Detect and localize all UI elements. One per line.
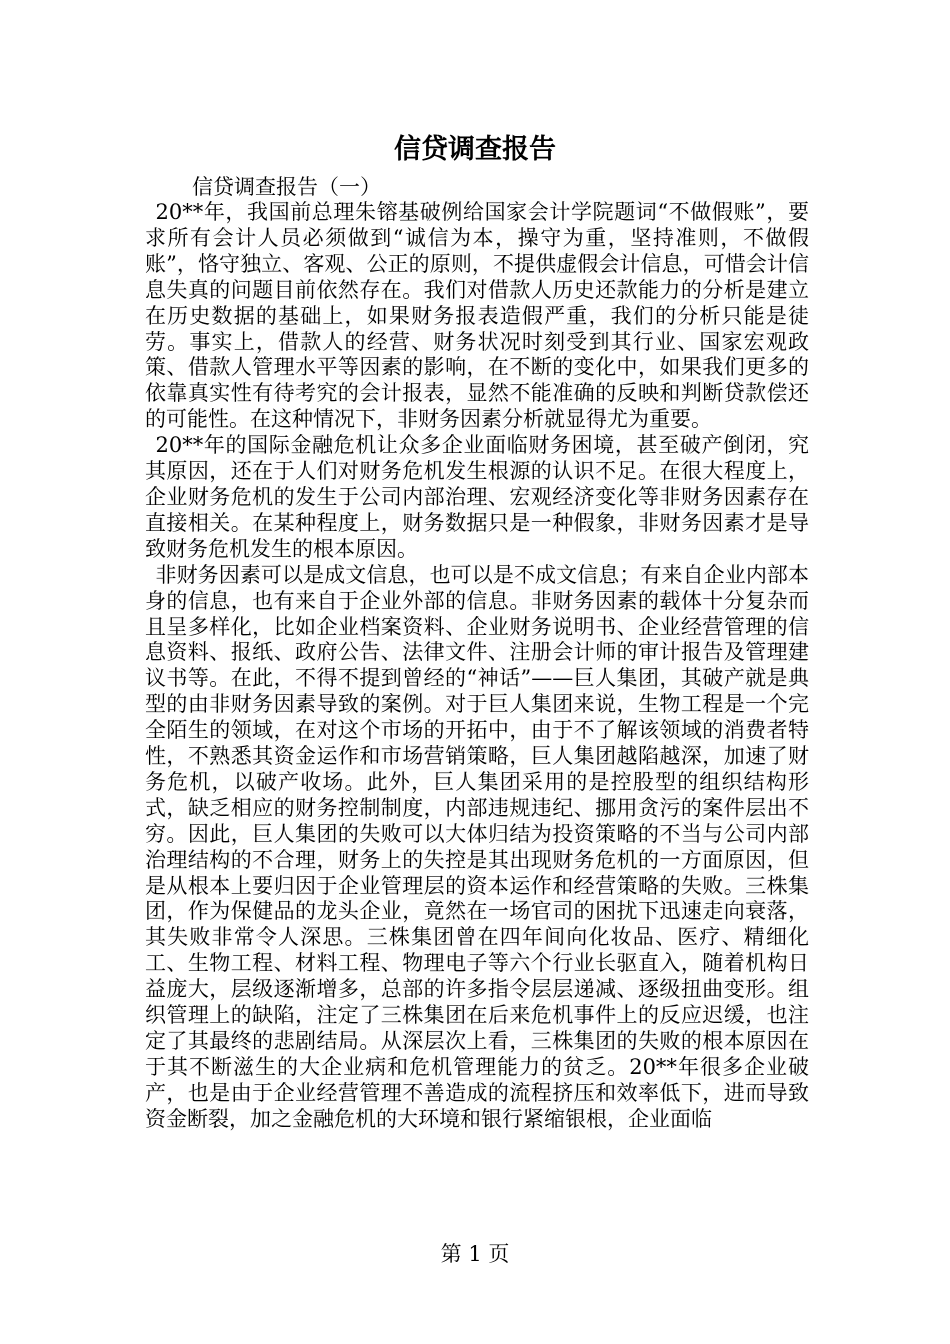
document-subtitle: 信贷调查报告（一） [192, 175, 381, 199]
document-title: 信贷调查报告 [394, 134, 556, 165]
page-number: 第 1 页 [440, 1242, 510, 1266]
paragraph: 20**年的国际金融危机让众多企业面临财务困境，甚至破产倒闭，究其原因，还在于人们对财务危机发生根源的认识不足。在很大程度上，企业财务危机的发生于公司内部治理、宏观经济变化等非财务因素存在直接相关。在某种程度上，财务数据只是一种假象，非财务因素才是导致财务危机发生的根本原因。 [145, 433, 809, 561]
document-body [145, 200, 809, 1133]
paragraph: 20**年，我国前总理朱镕基破例给国家会计学院题词“不做假账”，要求所有会计人员必须做到“诚信为本，操守为重，坚持准则，不做假账”，恪守独立、客观、公正的原则，不提供虚假会计信息，可惜会计信息失真的问题目前依然存在。我们对借款人历史还款能力的分析是建立在历史数据的基础上，如果财务报表造假严重，我们的分析只能是徒劳。事实上，借款人的经营、财务状况时刻受到其行业、国家宏观政策、借款人管理水平等因素的影响，在不断的变化中，如果我们更多的依靠真实性有待考究的会计报表，显然不能准确的反映和判断贷款偿还的可能性。在这种情况下，非财务因素分析就显得尤为重要。 [145, 200, 809, 432]
paragraph: 非财务因素可以是成文信息，也可以是不成文信息；有来自企业内部本身的信息，也有来自于企业外部的信息。非财务因素的载体十分复杂而且呈多样化，比如企业档案资料、企业财务说明书、企业经营管理的信息资料、报纸、政府公告、法律文件、注册会计师的审计报告及管理建议书等。在此，不得不提到曾经的“神话”——巨人集团，其破产就是典型的由非财务因素导致的案例。对于巨人集团来说，生物工程是一个完全陌生的领域，在对这个市场的开拓中，由于不了解该领域的消费者特性，不熟悉其资金运作和市场营销策略，巨人集团越陷越深，加速了财务危机，以破产收场。此外，巨人集团采用的是控股型的组织结构形式，缺乏相应的财务控制制度，内部违规违纪、挪用贪污的案件层出不穷。因此，巨人集团的失败可以大体归结为投资策略的不当与公司内部治理结构的不合理，财务上的失控是其出现财务危机的一方面原因，但是从根本上要归因于企业管理层的资本运作和经营策略的失败。三株集团，作为保健品的龙头企业，竟然在一场官司的困扰下迅速走向衰落，其失败非常令人深思。三株集团曾在四年间向化妆品、医疗、精细化工、生物工程、材料工程、物理电子等六个行业长驱直入，随着机构日益庞大，层级逐渐增多，总部的许多指令层层递减、逐级扭曲变形。组织管理上的缺陷，注定了三株集团在后来危机事件上的反应迟缓，也注定了其最终的悲剧结局。从深层次上看，三株集团的失败的根本原因在于其不断滋生的大企业病和危机管理能力的贫乏。20**年很多企业破产，也是由于企业经营管理不善造成的流程挤压和效率低下，进而导致资金断裂，加之金融危机的大环境和银行紧缩银根，企业面临 [145, 562, 809, 1131]
